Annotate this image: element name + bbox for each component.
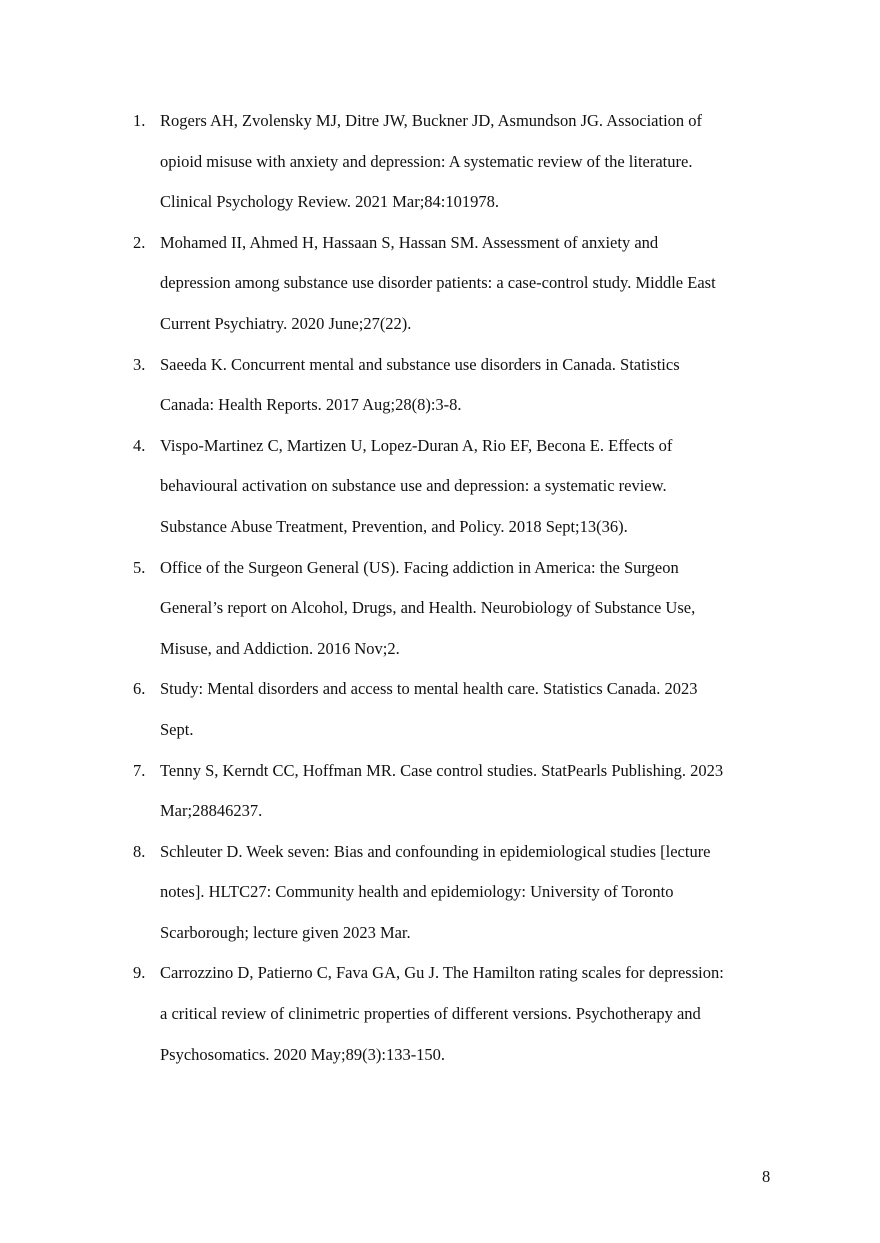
reference-line: depression among substance use disorder patients: a case-control study. Middle East xyxy=(160,273,716,293)
reference-item-2 xyxy=(133,223,773,345)
reference-item-5 xyxy=(133,548,773,670)
reference-line: Vispo-Martinez C, Martizen U, Lopez-Duran A, Rio EF, Becona E. Effects of xyxy=(160,435,673,455)
reference-number: 4. xyxy=(133,435,146,455)
page-number: 8 xyxy=(762,1167,771,1186)
reference-line: Tenny S, Kerndt CC, Hoffman MR. Case control studies. StatPearls Publishing. 2023 xyxy=(160,760,724,780)
reference-item-9 xyxy=(133,953,773,1075)
reference-line: Psychosomatics. 2020 May;89(3):133-150. xyxy=(160,1044,446,1064)
reference-line: Sept. xyxy=(160,719,194,739)
reference-line: Mar;28846237. xyxy=(160,801,263,821)
reference-line: Current Psychiatry. 2020 June;27(22). xyxy=(160,313,412,333)
reference-list xyxy=(133,101,773,1075)
reference-item-4 xyxy=(133,426,773,548)
reference-text xyxy=(160,751,773,832)
reference-line: Substance Abuse Treatment, Prevention, and Policy. 2018 Sept;13(36). xyxy=(160,516,628,536)
reference-number: 2. xyxy=(133,232,146,252)
reference-item-6 xyxy=(133,669,773,750)
reference-item-8 xyxy=(133,832,773,954)
reference-number: 6. xyxy=(133,679,146,699)
reference-line: Mohamed II, Ahmed H, Hassaan S, Hassan SM. Assessment of anxiety and xyxy=(160,232,659,252)
reference-line: Canada: Health Reports. 2017 Aug;28(8):3-8. xyxy=(160,395,462,415)
reference-text xyxy=(160,426,773,548)
reference-line: General’s report on Alcohol, Drugs, and Health. Neurobiology of Substance Use, xyxy=(160,598,696,618)
reference-number: 9. xyxy=(133,963,146,983)
reference-line: Office of the Surgeon General (US). Facing addiction in America: the Surgeon xyxy=(160,557,679,577)
reference-line: Misuse, and Addiction. 2016 Nov;2. xyxy=(160,638,400,658)
reference-item-1 xyxy=(133,101,773,223)
reference-line: Schleuter D. Week seven: Bias and confounding in epidemiological studies [lecture xyxy=(160,841,711,861)
reference-text xyxy=(160,832,773,954)
reference-line: Saeeda K. Concurrent mental and substance use disorders in Canada. Statistics xyxy=(160,354,680,374)
reference-line: Carrozzino D, Patierno C, Fava GA, Gu J. The Hamilton rating scales for depression: xyxy=(160,963,724,983)
reference-text xyxy=(160,223,773,345)
reference-text xyxy=(160,669,773,750)
reference-line: Clinical Psychology Review. 2021 Mar;84:101978. xyxy=(160,192,499,212)
reference-number: 8. xyxy=(133,841,146,861)
reference-line: Rogers AH, Zvolensky MJ, Ditre JW, Buckner JD, Asmundson JG. Association of xyxy=(160,111,703,130)
reference-text xyxy=(160,345,773,426)
reference-line: opioid misuse with anxiety and depression: A systematic review of the literature. xyxy=(160,151,693,171)
reference-line: Scarborough; lecture given 2023 Mar. xyxy=(160,922,411,942)
reference-number: 7. xyxy=(133,760,146,780)
reference-line: behavioural activation on substance use and depression: a systematic review. xyxy=(160,476,667,496)
reference-text xyxy=(160,548,773,670)
reference-line: notes]. HLTC27: Community health and epidemiology: University of Toronto xyxy=(160,882,674,902)
reference-text xyxy=(160,953,773,1075)
reference-number: 3. xyxy=(133,354,146,374)
reference-item-7 xyxy=(133,751,773,832)
reference-line: a critical review of clinimetric properties of different versions. Psychotherapy and xyxy=(160,1004,701,1024)
reference-item-3 xyxy=(133,345,773,426)
reference-number: 1. xyxy=(133,111,146,130)
reference-text xyxy=(160,101,773,223)
reference-number: 5. xyxy=(133,557,146,577)
reference-line: Study: Mental disorders and access to mental health care. Statistics Canada. 2023 xyxy=(160,679,698,699)
